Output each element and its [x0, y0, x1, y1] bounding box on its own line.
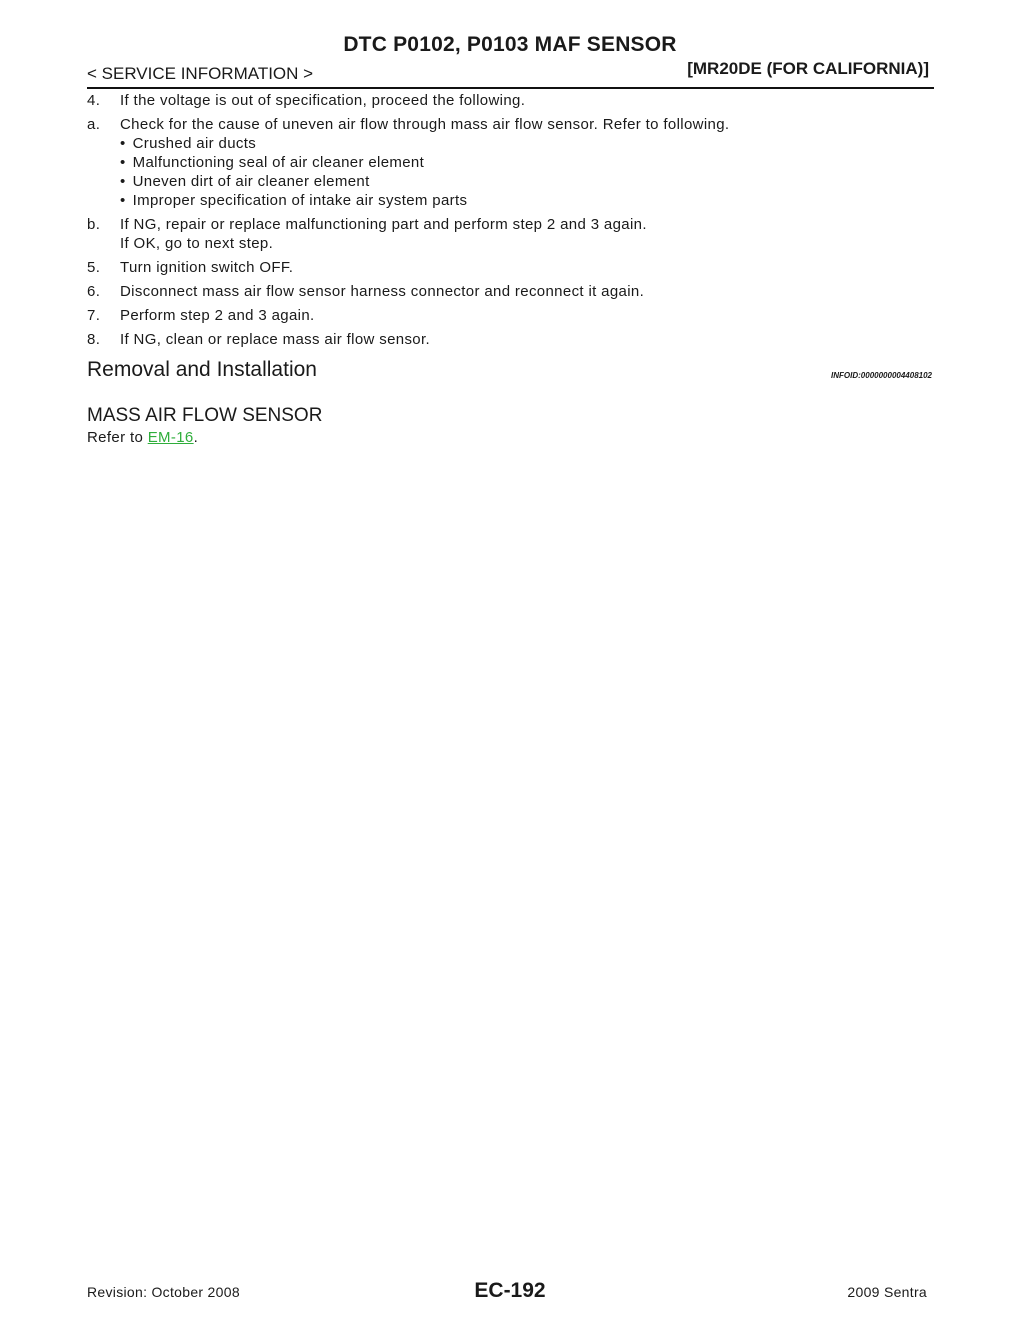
step-8 — [87, 330, 934, 349]
step-text: Check for the cause of uneven air flow through mass air flow sensor. Refer to following. — [120, 116, 730, 133]
step-text: Disconnect mass air flow sensor harness connector and reconnect it again. — [120, 283, 645, 300]
refer-suffix: . — [193, 429, 199, 446]
list-item: • Uneven dirt of air cleaner element — [120, 173, 370, 190]
step-7 — [87, 306, 934, 325]
revision-date: Revision: October 2008 — [87, 1284, 240, 1300]
list-item: • Malfunctioning seal of air cleaner element — [120, 154, 425, 171]
header-bar — [87, 60, 934, 89]
step-5 — [87, 258, 934, 277]
sub-heading: MASS AIR FLOW SENSOR — [87, 405, 323, 426]
step-text: Perform step 2 and 3 again. — [120, 307, 315, 324]
procedure-steps — [87, 91, 934, 354]
step-text: If NG, repair or replace malfunctioning part and perform step 2 and 3 again. — [120, 216, 647, 233]
bullet-list — [120, 134, 934, 210]
vehicle-model: 2009 Sentra — [847, 1284, 927, 1300]
list-item: • Improper specification of intake air system parts — [120, 192, 468, 209]
step-b — [87, 215, 934, 253]
step-number: 8. — [87, 331, 101, 348]
reference-line — [87, 429, 198, 446]
step-text-continued: If OK, go to next step. — [120, 235, 274, 252]
step-text: If NG, clean or replace mass air flow sensor. — [120, 331, 431, 348]
list-item: • Crushed air ducts — [120, 135, 257, 152]
refer-prefix: Refer to — [87, 429, 148, 446]
page-title: DTC P0102, P0103 MAF SENSOR — [343, 33, 677, 56]
section-heading: Removal and Installation — [87, 358, 317, 381]
step-text: If the voltage is out of specification, proceed the following. — [120, 92, 526, 109]
step-4 — [87, 91, 934, 110]
removal-installation-header — [87, 358, 934, 386]
step-number: b. — [87, 216, 101, 233]
step-6 — [87, 282, 934, 301]
step-number: 6. — [87, 283, 101, 300]
em-16-link[interactable]: EM-16 — [147, 429, 194, 446]
page-number: EC-192 — [474, 1279, 546, 1302]
section-label: < SERVICE INFORMATION > — [87, 64, 314, 83]
step-number: 5. — [87, 259, 101, 276]
step-text: Turn ignition switch OFF. — [120, 259, 294, 276]
step-a — [87, 115, 934, 210]
step-number: a. — [87, 116, 101, 133]
info-id: INFOID:0000000004408102 — [831, 371, 932, 380]
engine-label: [MR20DE (FOR CALIFORNIA)] — [687, 59, 929, 78]
step-number: 7. — [87, 307, 101, 324]
step-number: 4. — [87, 92, 101, 109]
